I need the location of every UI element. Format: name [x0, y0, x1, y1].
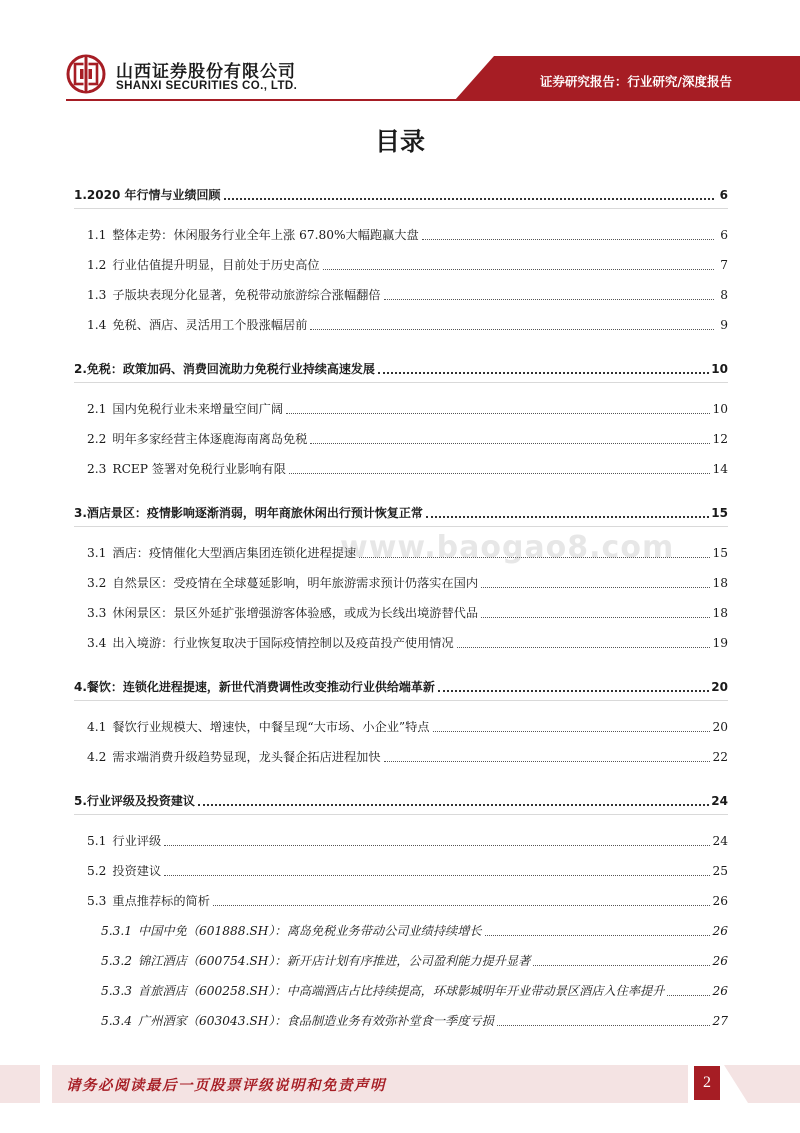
page-header [0, 0, 800, 100]
toc-entry-text: 行业评级及投资建议 [86, 794, 195, 808]
toc-number: 4.1 [87, 720, 107, 734]
toc-number: 2. [74, 362, 87, 376]
toc-subsection[interactable] [74, 226, 728, 244]
toc-subsection[interactable] [74, 748, 728, 766]
toc-entry-text: 明年多家经营主体逐鹿海南离岛免税 [112, 432, 308, 446]
toc-dot-leader [481, 586, 710, 588]
toc-dot-leader [497, 1024, 711, 1026]
toc-dot-leader [310, 328, 714, 330]
toc-dot-leader [384, 298, 714, 300]
toc-page-number: 15 [712, 546, 728, 560]
toc-page-number: 18 [712, 606, 728, 620]
toc-number: 3.4 [87, 636, 107, 650]
toc-subsubsection[interactable] [74, 952, 728, 970]
toc-page-number: 6 [720, 228, 728, 242]
toc-entry-text: 酒店：疫情催化大型酒店集团连锁化进程提速 [112, 546, 357, 560]
toc-number: 2.3 [87, 462, 107, 476]
toc-dot-leader [289, 472, 711, 474]
toc-number: 3.2 [87, 576, 107, 590]
toc-subsection[interactable] [74, 892, 728, 910]
toc-entry-text: 投资建议 [112, 864, 162, 878]
toc-page-number: 26 [712, 894, 728, 908]
toc-entry-text: 需求端消费升级趋势显现，龙头餐企拓店进程加快 [112, 750, 381, 764]
toc-section[interactable] [74, 504, 728, 522]
toc-number: 5.3.1 [101, 924, 133, 938]
toc-subsection[interactable] [74, 256, 728, 274]
toc-subsection[interactable] [74, 862, 728, 880]
toc-page-number: 10 [711, 362, 728, 376]
toc-dot-leader [213, 904, 711, 906]
toc-subsubsection[interactable] [74, 982, 728, 1000]
toc-divider [74, 700, 728, 701]
toc-dot-leader [433, 730, 711, 732]
header-divider [66, 99, 800, 101]
toc-subsection[interactable] [74, 400, 728, 418]
footer-disclaimer: 请务必阅读最后一页股票评级说明和免责声明 [66, 1077, 386, 1094]
toc-number: 1.3 [87, 288, 107, 302]
toc-subsection[interactable] [74, 430, 728, 448]
toc-page-number: 14 [712, 462, 728, 476]
toc-subsection[interactable] [74, 286, 728, 304]
toc-entry-text: 出入境游：行业恢复取决于国际疫情控制以及疫苗投产使用情况 [112, 636, 454, 650]
toc-number: 5.3.3 [101, 984, 133, 998]
toc-entry-text: 酒店景区：疫情影响逐渐消弱，明年商旅休闲出行预计恢复正常 [86, 506, 423, 520]
toc-divider [74, 814, 728, 815]
toc-entry-text: 2020 年行情与业绩回顾 [86, 188, 221, 202]
toc-number: 1.2 [87, 258, 107, 272]
toc-page-number: 8 [720, 288, 728, 302]
toc-dot-leader [310, 442, 710, 444]
toc-entry-text: 中国中免（601888.SH）：离岛免税业务带动公司业绩持续增长 [138, 924, 482, 938]
toc-number: 5.1 [87, 834, 107, 848]
toc-section[interactable] [74, 360, 728, 378]
toc-page-number: 27 [712, 1014, 728, 1028]
toc-number: 2.2 [87, 432, 107, 446]
toc-entry-text: 行业估值提升明显，目前处于历史高位 [112, 258, 320, 272]
toc-number: 3.1 [87, 546, 107, 560]
toc-subsection[interactable] [74, 718, 728, 736]
toc-dot-leader [533, 964, 710, 966]
toc-page-number: 15 [711, 506, 728, 520]
toc-page-number: 10 [712, 402, 728, 416]
toc-dot-leader [224, 197, 715, 200]
toc-dot-leader [378, 371, 709, 374]
toc-subsubsection[interactable] [74, 1012, 728, 1030]
page-number: 2 [694, 1066, 720, 1100]
toc-dot-leader [481, 616, 710, 618]
toc-entry-text: 自然景区：受疫情在全球蔓延影响，明年旅游需求预计仍落实在国内 [112, 576, 479, 590]
toc-divider [74, 382, 728, 383]
report-type-tag: 证券研究报告：行业研究/深度报告 [539, 74, 732, 89]
toc-page-number: 20 [711, 680, 728, 694]
toc-entry-text: 国内免税行业未来增量空间广阔 [112, 402, 284, 416]
toc-subsection[interactable] [74, 832, 728, 850]
toc-number: 5.3.2 [101, 954, 133, 968]
toc-page-number: 22 [712, 750, 728, 764]
toc-dot-leader [667, 994, 710, 996]
toc-dot-leader [426, 515, 709, 518]
toc-number: 3.3 [87, 606, 107, 620]
toc-entry-text: 整体走势：休闲服务行业全年上涨 67.80%大幅跑赢大盘 [112, 228, 419, 242]
toc-dot-leader [438, 689, 709, 692]
toc-number: 5. [74, 794, 87, 808]
toc-dot-leader [164, 844, 710, 846]
toc-section[interactable] [74, 678, 728, 696]
toc-page-number: 26 [712, 984, 728, 998]
toc-entry-text: 锦江酒店（600754.SH）：新开店计划有序推进，公司盈利能力提升显著 [138, 954, 531, 968]
toc-number: 4. [74, 680, 87, 694]
toc-dot-leader [198, 803, 709, 806]
toc-entry-text: 首旅酒店（600258.SH）：中高端酒店占比持续提高，环球影城明年开业带动景区酒店入住率提升 [138, 984, 665, 998]
toc-number: 5.2 [87, 864, 107, 878]
toc-number: 3. [74, 506, 87, 520]
toc-entry-text: 休闲景区：景区外延扩张增强游客体验感，或成为长线出境游替代品 [112, 606, 479, 620]
toc-section[interactable] [74, 792, 728, 810]
toc-page-number: 19 [712, 636, 728, 650]
toc-page-number: 6 [719, 188, 728, 202]
toc-number: 1. [74, 188, 87, 202]
toc-dot-leader [323, 268, 714, 270]
toc-entry-text: RCEP 签署对免税行业影响有限 [112, 462, 286, 476]
toc-subsection[interactable] [74, 574, 728, 592]
toc-dot-leader [485, 934, 711, 936]
toc-number: 5.3 [87, 894, 107, 908]
toc-page-number: 24 [711, 794, 728, 808]
toc-entry-text: 广州酒家（603043.SH）：食品制造业务有效弥补堂食一季度亏损 [138, 1014, 494, 1028]
toc-number: 1.4 [87, 318, 107, 332]
toc-dot-leader [422, 238, 714, 240]
toc-number: 5.3.4 [101, 1014, 133, 1028]
toc-entry-text: 行业评级 [112, 834, 162, 848]
company-name-en: SHANXI SECURITIES CO., LTD. [116, 80, 298, 92]
toc-entry-text: 免税：政策加码、消费回流助力免税行业持续高速发展 [86, 362, 375, 376]
toc-divider [74, 208, 728, 209]
toc-page-number: 7 [720, 258, 728, 272]
toc-section[interactable] [74, 186, 728, 204]
toc-subsubsection[interactable] [74, 922, 728, 940]
toc-page-number: 24 [712, 834, 728, 848]
toc-dot-leader [384, 760, 711, 762]
toc-page-number: 18 [712, 576, 728, 590]
page-title: 目录 [374, 127, 425, 156]
toc-dot-leader [286, 412, 710, 414]
toc-entry-text: 免税、酒店、灵活用工个股涨幅居前 [112, 318, 308, 332]
toc-page-number: 12 [712, 432, 728, 446]
toc-subsection[interactable] [74, 316, 728, 334]
toc-divider [74, 526, 728, 527]
toc-number: 2.1 [87, 402, 107, 416]
toc-entry-text: 重点推荐标的简析 [112, 894, 210, 908]
toc-page-number: 20 [712, 720, 728, 734]
toc-subsection[interactable] [74, 460, 728, 478]
watermark: www.baogao8.com [340, 530, 675, 565]
toc-subsection[interactable] [74, 604, 728, 622]
toc-number: 1.1 [87, 228, 107, 242]
toc-number: 4.2 [87, 750, 107, 764]
toc-page-number: 25 [712, 864, 728, 878]
toc-page-number: 9 [720, 318, 728, 332]
toc-dot-leader [457, 646, 711, 648]
toc-subsection[interactable] [74, 634, 728, 652]
toc-dot-leader [164, 874, 710, 876]
toc-entry-text: 餐饮：连锁化进程提速，新世代消费调性改变推动行业供给端革新 [86, 680, 435, 694]
toc-entry-text: 子版块表现分化显著，免税带动旅游综合涨幅翻倍 [112, 288, 381, 302]
toc-page-number: 26 [712, 954, 728, 968]
toc-page-number: 26 [712, 924, 728, 938]
company-name-cn: 山西证券股份有限公司 [116, 62, 296, 82]
toc-entry-text: 餐饮行业规模大、增速快，中餐呈现“大市场、小企业”特点 [112, 720, 430, 734]
